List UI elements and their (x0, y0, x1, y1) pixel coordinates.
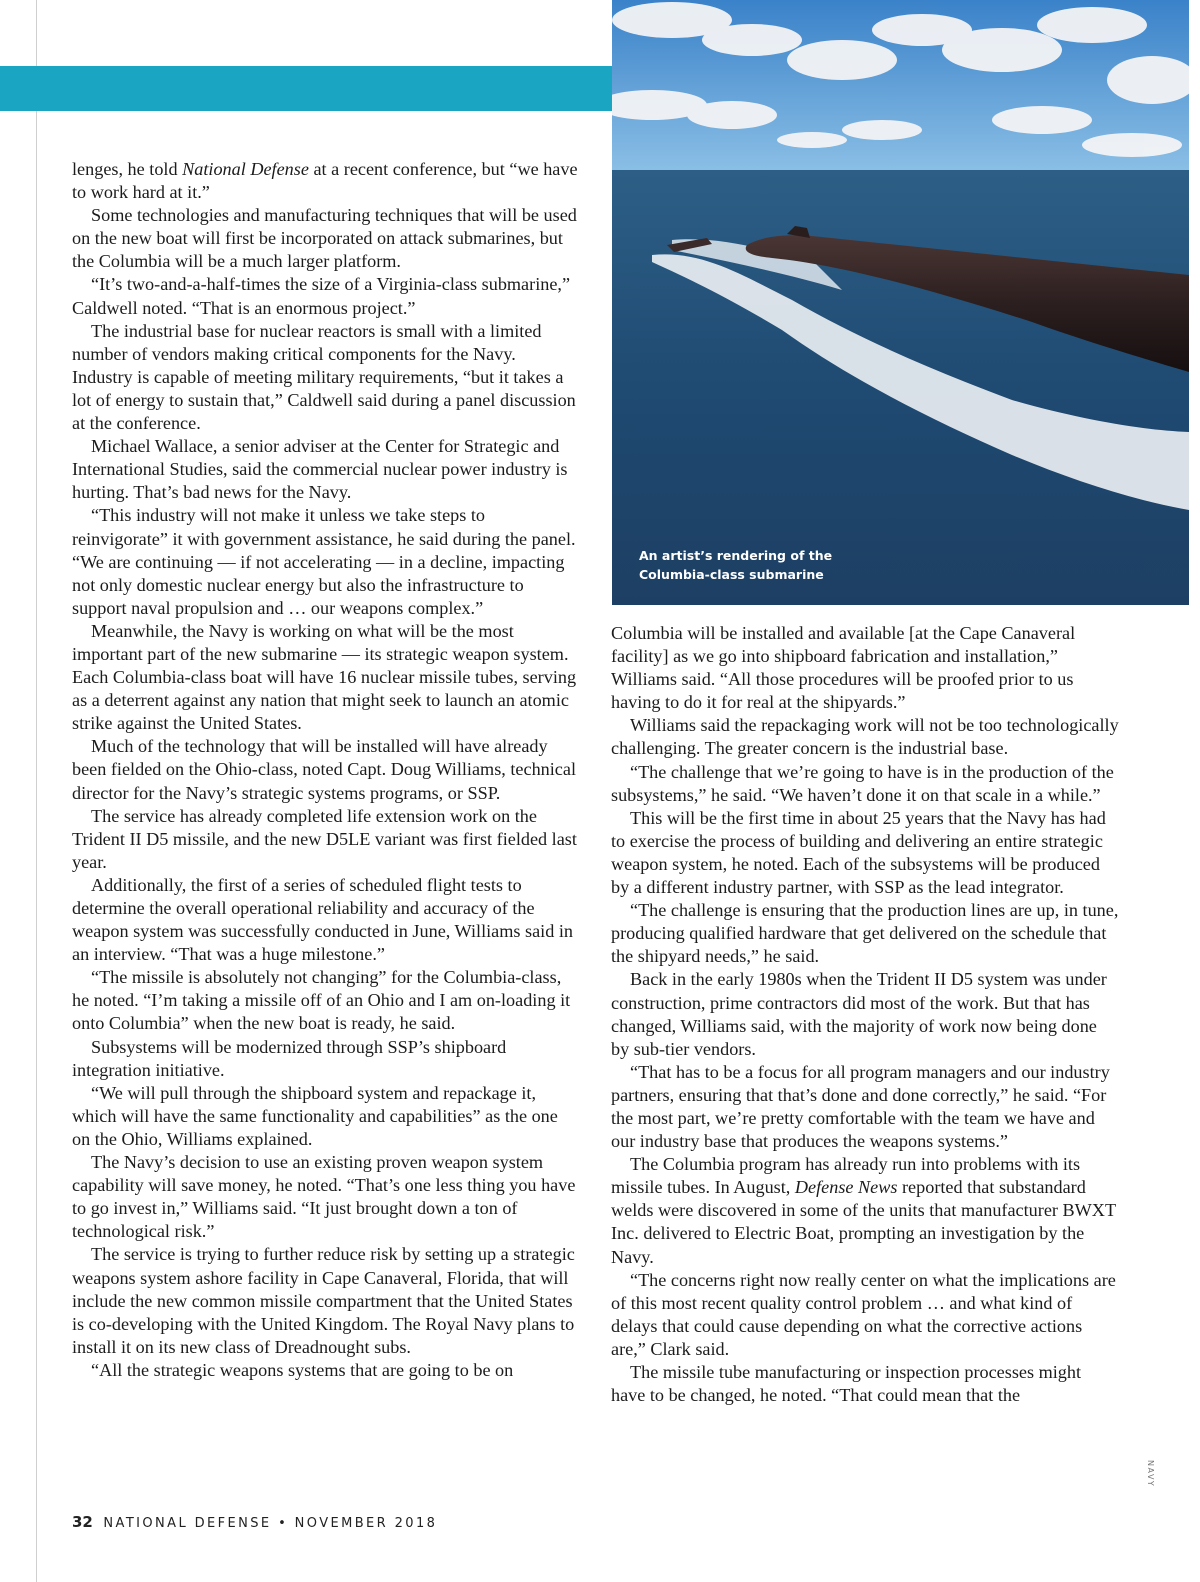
photo-caption-line: An artist’s rendering of the (639, 548, 833, 563)
article-paragraph: “The missile is absolutely not changing” for the Columbia-class, he noted. “I’m taking a missile off of an Ohio and I am on-loading it onto Columbia” when the new boat is ready, he said. (72, 967, 571, 1034)
article-paragraph: “The challenge that we’re going to have is in the production of the subsystems,” he said. “We haven’t done it on that scale in a while.” (611, 761, 1114, 805)
article-paragraph: The Columbia program has already run into problems with its missile tubes. In August, Defense News reported that substandard welds were discovered in some of the units that manufacturer BWXT Inc. delivered to Electric Boat, prompting an investigation by the Navy. (611, 1154, 1116, 1267)
article-column-left (72, 158, 580, 1382)
article-paragraph: “It’s two-and-a-half-times the size of a Virginia-class submarine,” Caldwell noted. “That is an enormous project.” (72, 274, 571, 318)
header-color-band (0, 66, 612, 111)
photo-caption-line: Columbia-class submarine (639, 566, 824, 582)
submarine-photo (612, 0, 1189, 605)
article-paragraph: “We will pull through the shipboard system and repackage it, which will have the same functionality and capabilities” as the one on the Ohio, Williams explained. (72, 1082, 558, 1149)
article-paragraph: Columbia will be installed and available [at the Cape Canaveral facility] as we go into shipboard fabrication and installation,” Williams said. “All those procedures will be proofed prior to us having to do it for real at the shipyards.” (611, 623, 1076, 713)
article-paragraph: lenges, he told National Defense at a recent conference, but “we have to work hard at it.” (72, 159, 578, 203)
article-paragraph: “This industry will not make it unless we take steps to reinvigorate” it with government assistance, he said during the panel. “We are continuing — if not accelerating — in a decline, impacting not only domestic nuclear energy but also the infrastructure to support naval propulsion and … our weapons complex.” (72, 505, 576, 618)
page-footer (72, 1513, 437, 1531)
publication-line: NATIONAL DEFENSE • NOVEMBER 2018 (103, 1516, 438, 1531)
photo-caption (639, 547, 832, 584)
article-paragraph: “That has to be a focus for all program managers and our industry partners, ensuring that that’s done and done correctly,” he said. “For the most part, we’re pretty comfortable with the team we have and our industry base that produces the weapons systems.” (611, 1061, 1110, 1152)
article-paragraph: Subsystems will be modernized through SSP’s shipboard integration initiative. (72, 1036, 507, 1080)
article-paragraph: Much of the technology that will be installed will have already been fielded on the Ohio-class, noted Capt. Doug Williams, technical director for the Navy’s strategic systems programs, or SSP. (72, 736, 577, 803)
article-paragraph: The service is trying to further reduce risk by setting up a strategic weapons system ashore facility in Cape Canaveral, Florida, that will include the new common missile compartment that the United States is co-developing with the United Kingdom. The Royal Navy plans to install it on its new class of Dreadnought subs. (72, 1244, 575, 1357)
article-paragraph: Some technologies and manufacturing techniques that will be used on the new boat will first be incorporated on attack submarines, but the Columbia will be a much larger platform. (72, 205, 577, 272)
article-paragraph: Meanwhile, the Navy is working on what will be the most important part of the new submarine — its strategic weapon system. Each Columbia-class boat will have 16 nuclear missile tubes, serving as a deterrent against any nation that might seek to launch an atomic strike against the United States. (72, 620, 577, 734)
article-column-right (611, 622, 1119, 1407)
article-paragraph: “The challenge is ensuring that the production lines are up, in tune, producing qualified hardware that get delivered on the schedule that the shipyard needs,” he said. (611, 900, 1119, 967)
article-paragraph: Michael Wallace, a senior adviser at the Center for Strategic and International Studies, said the commercial nuclear power industry is hurting. That’s bad news for the Navy. (72, 436, 568, 503)
page-gutter-rule (36, 0, 37, 1582)
photo-credit: NAVY (1146, 1460, 1155, 1488)
article-paragraph: The service has already completed life extension work on the Trident II D5 missile, and the new D5LE variant was first fielded last year. (72, 805, 577, 872)
article-paragraph: Additionally, the first of a series of scheduled flight tests to determine the overall operational reliability and accuracy of the weapon system was successfully conducted in June, Williams said in an interview. “That was a huge milestone.” (72, 874, 574, 965)
article-paragraph: “All the strategic weapons systems that are going to be on (91, 1359, 514, 1380)
article-paragraph: Back in the early 1980s when the Trident II D5 system was under construction, prime contractors did most of the work. But that has changed, Williams said, with the majority of work now being done by sub-tier vendors. (611, 969, 1107, 1059)
article-paragraph: The missile tube manufacturing or inspection processes might have to be changed, he noted. “That could mean that the (611, 1362, 1082, 1406)
article-paragraph: The industrial base for nuclear reactors is small with a limited number of vendors making critical components for the Navy. Industry is capable of meeting military requirements, “but it takes a lot of energy to sustain that,” Caldwell said during a panel discussion at the conference. (72, 320, 576, 434)
article-paragraph: This will be the first time in about 25 years that the Navy has had to exercise the process of building and delivering an entire strategic weapon system, he noted. Each of the subsystems will be produced by a different industry partner, with SSP as the lead integrator. (611, 807, 1106, 898)
submarine-illustration (612, 0, 1189, 605)
article-paragraph: The Navy’s decision to use an existing proven weapon system capability will save money, he noted. “That’s one less thing you have to go invest in,” Williams said. “It just brought down a ton of technological risk.” (72, 1152, 576, 1242)
article-paragraph: Williams said the repackaging work will not be too technologically challenging. The greater concern is the industrial base. (611, 715, 1119, 759)
article-paragraph: “The concerns right now really center on what the implications are of this most recent quality control problem … and what kind of delays that could cause depending on what the corrective actions are,” Clark said. (611, 1269, 1116, 1359)
page-number: 32 (72, 1513, 93, 1531)
